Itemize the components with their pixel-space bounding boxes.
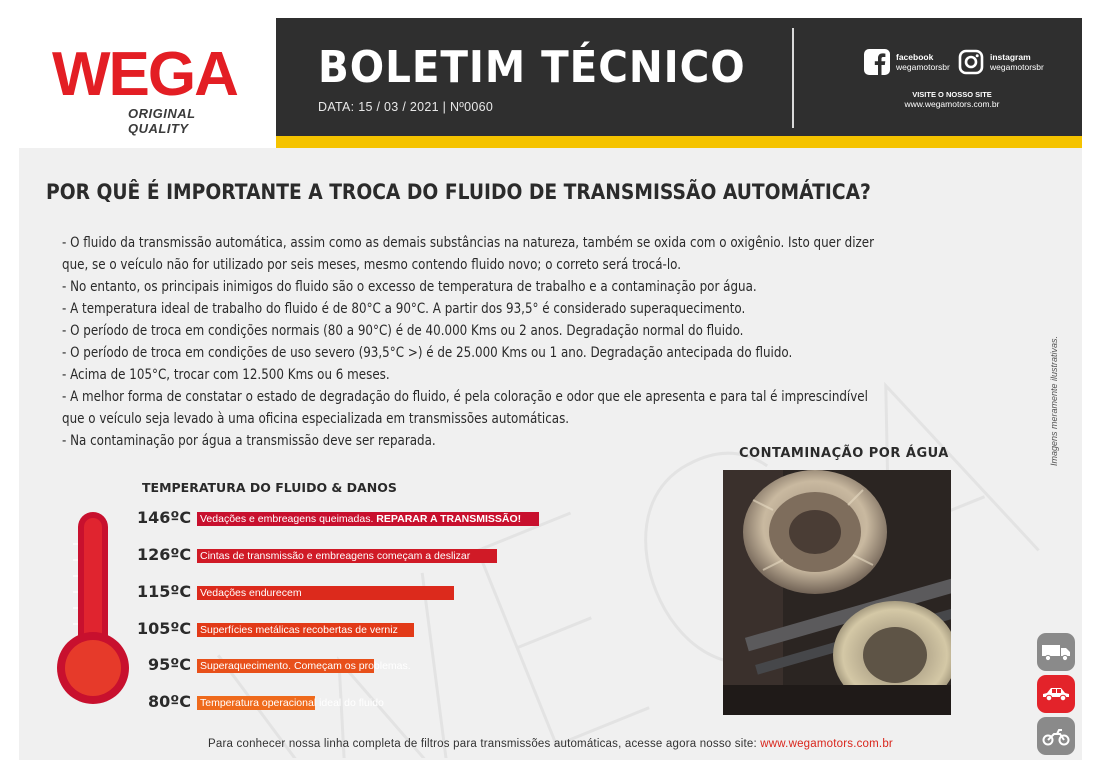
article-question: POR QUÊ É IMPORTANTE A TROCA DO FLUIDO DE TRANSMISSÃO AUTOMÁTICA?: [46, 180, 871, 204]
logo-wordmark: WEGA: [52, 40, 237, 109]
article-line: - A melhor forma de constatar o estado de degradação do fluido, é pela coloração e odor que ele apresenta e para tal é imprescindível: [62, 389, 868, 405]
facebook-link[interactable]: [864, 48, 950, 76]
temp-bar-text: [200, 660, 411, 672]
temp-bar: [197, 696, 384, 710]
temp-desc: Temperatura operacional ideal do fluido: [200, 697, 384, 709]
temp-bar: [197, 512, 539, 526]
article-line: - Na contaminação por água a transmissão deve ser reparada.: [62, 433, 436, 449]
temp-label: 105ºC: [137, 619, 192, 638]
facebook-text: [896, 52, 950, 72]
article-body: [62, 232, 1042, 452]
wega-logo: [40, 40, 255, 136]
temp-desc: Vedações endurecem: [200, 587, 302, 599]
temp-emphasis: REPARAR A TRANSMISSÃO!: [376, 513, 522, 525]
temp-bar-text: [200, 550, 470, 562]
temp-bar: [197, 549, 497, 563]
footer-text: Para conhecer nossa linha completa de filtros para transmissões automáticas, acesse agora nosso site:: [208, 738, 757, 750]
article-line: - No entanto, os principais inimigos do fluido são o excesso de temperatura de trabalho e a contaminação por água.: [62, 279, 757, 295]
contaminated-clutch-photo: [723, 470, 951, 715]
temp-desc: Cintas de transmissão e embreagens começam a deslizar: [200, 550, 471, 562]
article-line: - A temperatura ideal de trabalho do fluido é de 80°C a 90°C. A partir dos 93,5° é considerado superaquecimento.: [62, 301, 746, 317]
chart-title: TEMPERATURA DO FLUIDO & DANOS: [142, 480, 397, 495]
page-title: BOLETIM TÉCNICO: [318, 42, 746, 93]
article-line: - O período de troca em condições normais (80 a 90°C) é de 40.000 Kms ou 2 anos. Degradação normal do fluido.: [62, 323, 744, 339]
illustrative-images-note: Imagens meramente ilustrativas.: [1049, 335, 1059, 466]
instagram-icon: [958, 49, 984, 75]
temp-label: 115ºC: [137, 582, 192, 601]
thermometer-icon: [51, 508, 135, 708]
article-line: que o veículo seja levado à uma oficina especializada em transmissões automáticas.: [62, 411, 570, 427]
temp-label: 80ºC: [147, 692, 191, 711]
temp-bar-text: [200, 624, 398, 636]
footer-cta: [19, 738, 1082, 750]
car-category-button[interactable]: [1037, 675, 1075, 713]
header-site-link[interactable]: www.wegamotors.com.br: [904, 99, 1000, 109]
instagram-handle: wegamotorsbr: [990, 62, 1044, 72]
temp-bar: [197, 623, 414, 637]
truck-category-button[interactable]: [1037, 633, 1075, 671]
temp-bar: [197, 586, 454, 600]
truck-icon: [1041, 642, 1071, 662]
temp-bar: [197, 659, 411, 673]
facebook-icon: [864, 49, 890, 75]
facebook-handle: wegamotorsbr: [896, 62, 950, 72]
temp-bar-text: [200, 513, 521, 525]
photo-title: CONTAMINAÇÃO POR ÁGUA: [739, 446, 949, 461]
header-divider: [792, 28, 794, 128]
temp-bar-text: [200, 697, 384, 709]
article-line: - O fluido da transmissão automática, assim como as demais substâncias na natureza, também se oxida com o oxigênio. Isto quer dizer: [62, 235, 875, 251]
bulletin-header: [276, 18, 1082, 136]
temp-desc: Superaquecimento. Começam os problemas.: [200, 660, 411, 672]
temp-desc: Vedações e embreagens queimadas.: [200, 513, 374, 525]
facebook-label: facebook: [896, 52, 934, 62]
instagram-label: instagram: [990, 52, 1031, 62]
temp-label: 146ºC: [137, 508, 192, 527]
temp-bar-text: [200, 587, 302, 599]
article-line: que, se o veículo não for utilizado por seis meses, mesmo contendo fluido novo; o correto será trocá-lo.: [62, 257, 682, 273]
header-accent-stripe: [276, 136, 1082, 148]
article-line: - Acima de 105°C, trocar com 12.500 Kms ou 6 meses.: [62, 367, 390, 383]
bulletin-date-number: DATA: 15 / 03 / 2021 | Nº0060: [318, 100, 494, 114]
instagram-link[interactable]: [958, 48, 1044, 76]
logo-tagline: ORIGINAL QUALITY: [128, 106, 196, 136]
temp-label: 95ºC: [147, 655, 191, 674]
article-line: - O período de troca em condições de uso severo (93,5°C >) é de 25.000 Kms ou 1 ano. Degradação antecipada do fluido.: [62, 345, 793, 361]
temp-desc: Superfícies metálicas recobertas de verniz: [200, 624, 398, 636]
instagram-text: [990, 52, 1044, 72]
car-icon: [1041, 684, 1071, 704]
footer-site-link[interactable]: www.wegamotors.com.br: [760, 738, 893, 750]
visit-site-label: VISITE O NOSSO SITE: [912, 90, 992, 99]
temp-label: 126ºC: [137, 545, 192, 564]
content-panel: [19, 148, 1082, 760]
